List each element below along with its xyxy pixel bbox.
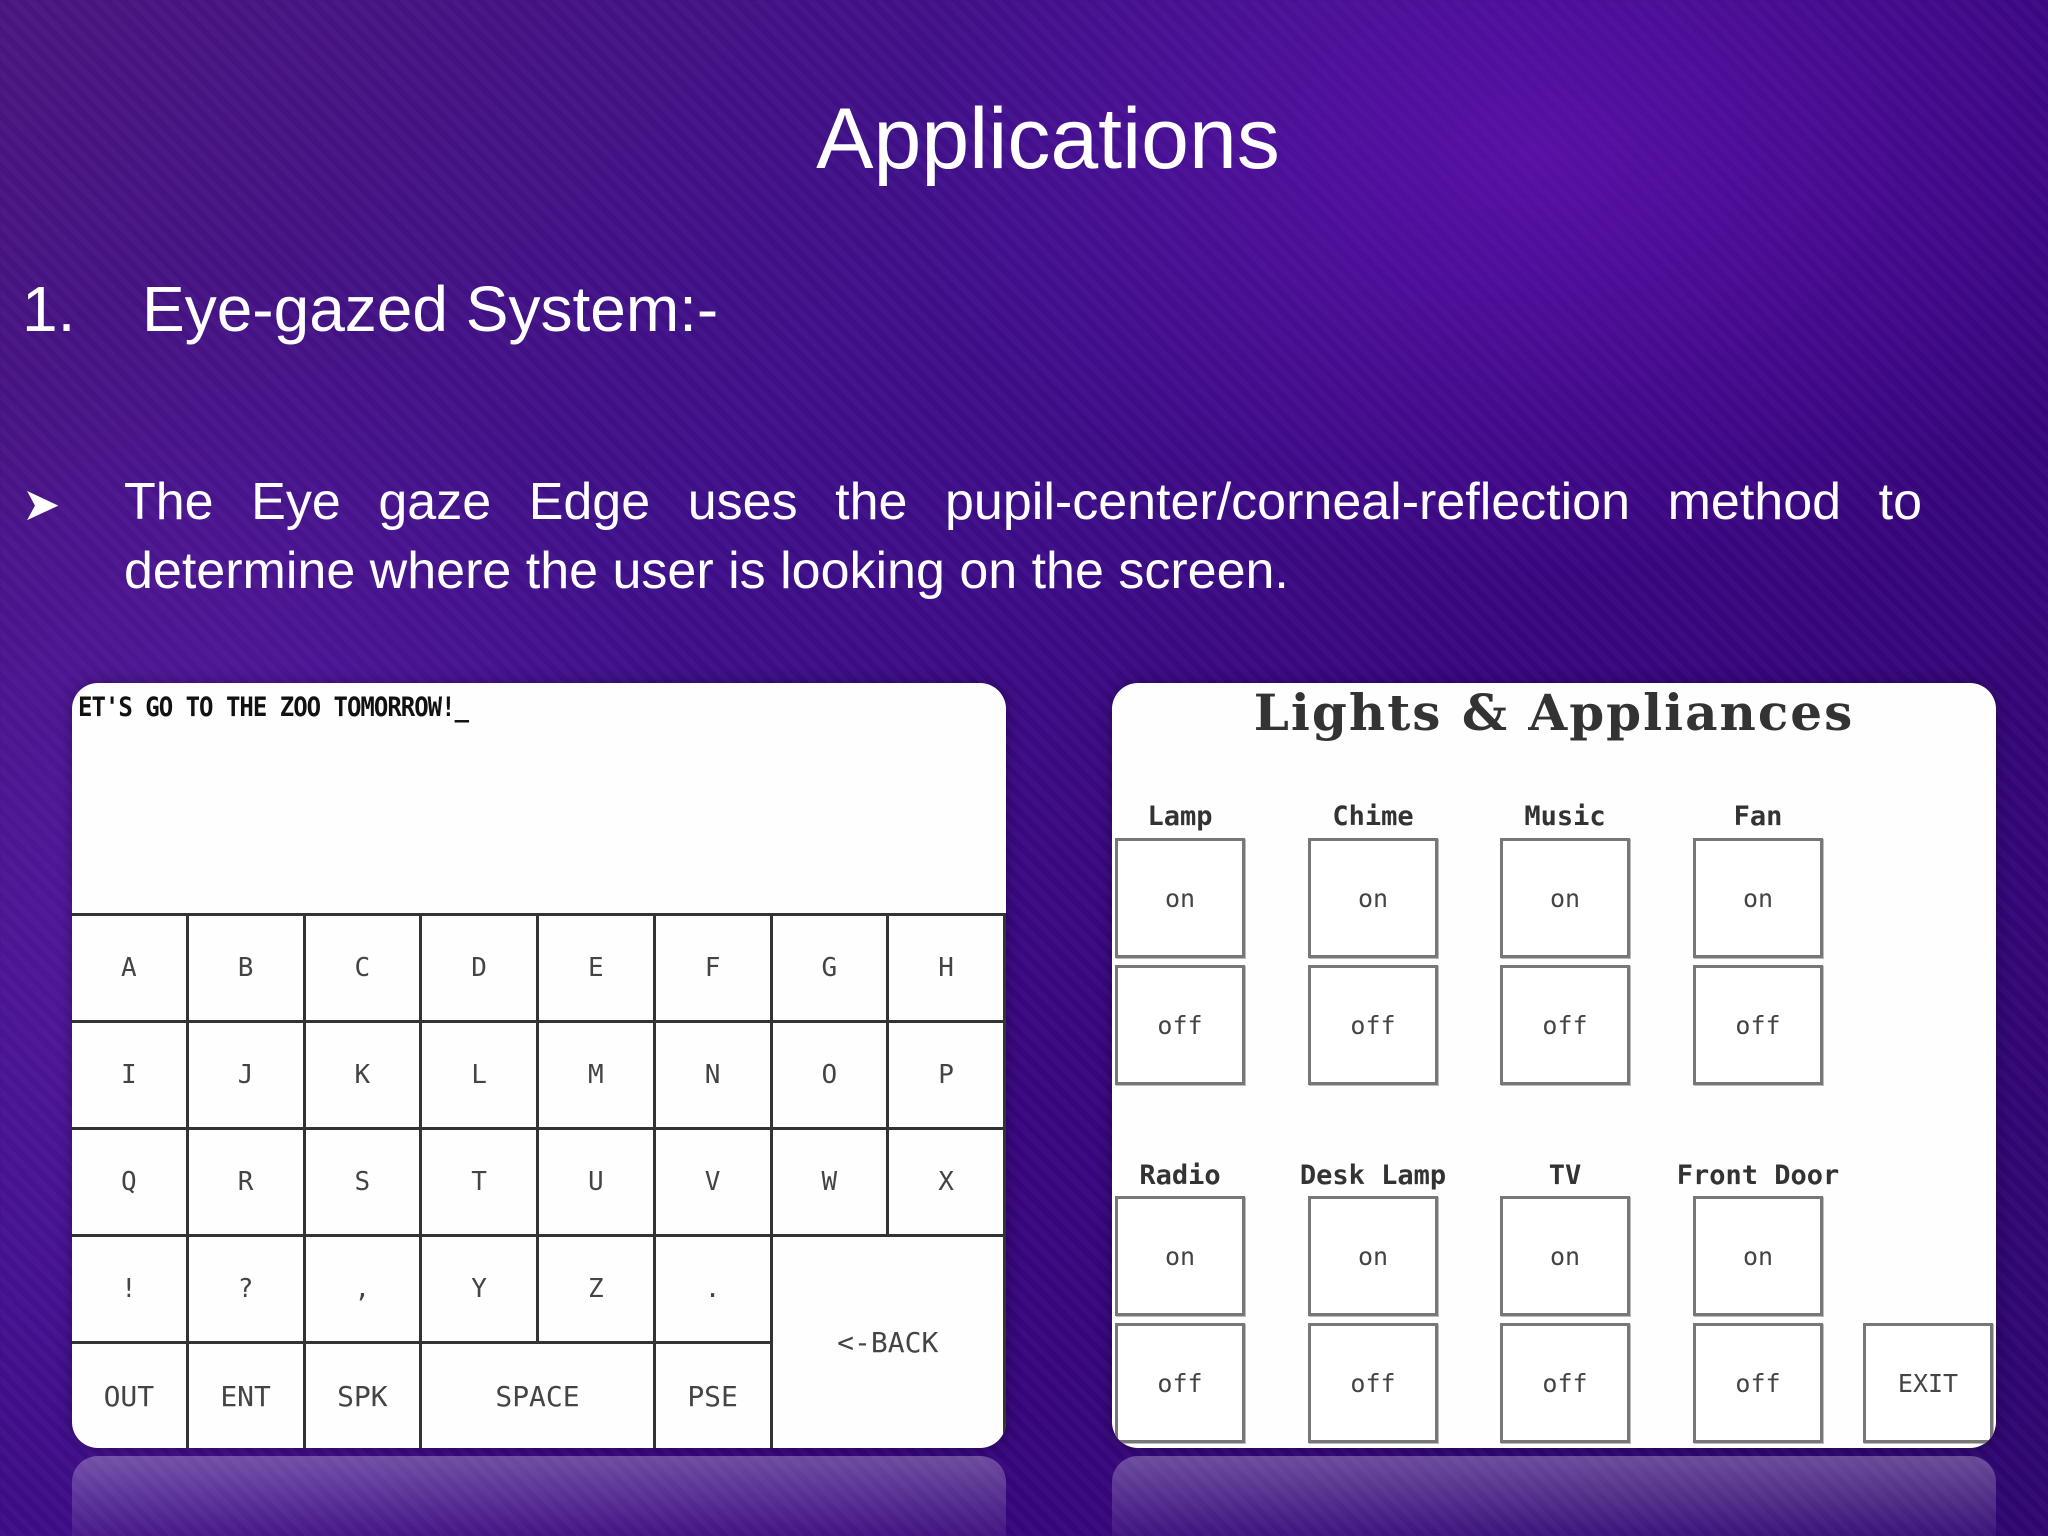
section-heading — [22, 272, 718, 346]
slide-title: Applications — [816, 91, 1280, 187]
key-28[interactable]: Z — [539, 1237, 656, 1344]
heading-number: 1. — [22, 273, 76, 345]
desk-lamp-off-button[interactable]: off — [1308, 1323, 1438, 1443]
keyboard-grid — [72, 913, 1006, 1448]
key-29[interactable]: . — [656, 1237, 773, 1344]
typed-text-display: ET'S GO TO THE ZOO TOMORROW!_ — [78, 691, 469, 723]
key-17[interactable]: R — [189, 1130, 306, 1237]
chime-off-button[interactable]: off — [1308, 965, 1438, 1085]
arrow-bullet-icon: ➤ — [22, 478, 61, 530]
lights-appliances-panel — [1112, 683, 1996, 1448]
music-off-button[interactable]: off — [1500, 965, 1630, 1085]
radio-off-button[interactable]: off — [1115, 1323, 1245, 1443]
music-on-button[interactable]: on — [1500, 838, 1630, 958]
fan-off-button[interactable]: off — [1693, 965, 1823, 1085]
key-1[interactable]: B — [189, 916, 306, 1023]
label-fan: Fan — [1733, 801, 1783, 832]
front-door-on-button[interactable]: on — [1693, 1196, 1823, 1316]
key-8[interactable]: I — [72, 1023, 189, 1130]
exit-button[interactable]: EXIT — [1863, 1323, 1993, 1443]
key-3[interactable]: D — [422, 916, 539, 1023]
key-11[interactable]: L — [422, 1023, 539, 1130]
key-13[interactable]: N — [656, 1023, 773, 1130]
key-21[interactable]: V — [656, 1130, 773, 1237]
keyboard-reflection — [72, 1456, 1006, 1536]
appliances-title: Lights & Appliances — [1253, 683, 1855, 742]
backspace-key[interactable]: <-BACK — [773, 1237, 1007, 1448]
appliances-reflection — [1112, 1456, 1996, 1536]
key-space[interactable]: SPACE — [422, 1344, 656, 1448]
key-26[interactable]: , — [306, 1237, 423, 1344]
label-chime: Chime — [1332, 801, 1414, 832]
bullet-text: The Eye gaze Edge uses the pupil-center/corneal-reflection method to determine where the user is looking on the screen. — [124, 473, 1922, 600]
label-desk-lamp: Desk Lamp — [1299, 1160, 1447, 1191]
key-4[interactable]: E — [539, 916, 656, 1023]
chime-on-button[interactable]: on — [1308, 838, 1438, 958]
key-5[interactable]: F — [656, 916, 773, 1023]
key-23[interactable]: X — [889, 1130, 1006, 1237]
key-18[interactable]: S — [306, 1130, 423, 1237]
key-22[interactable]: W — [773, 1130, 890, 1237]
key-15[interactable]: P — [889, 1023, 1006, 1130]
label-music: Music — [1524, 801, 1606, 832]
key-6[interactable]: G — [773, 916, 890, 1023]
label-tv: TV — [1548, 1160, 1582, 1191]
key-pse[interactable]: PSE — [656, 1344, 773, 1448]
key-19[interactable]: T — [422, 1130, 539, 1237]
lamp-on-button[interactable]: on — [1115, 838, 1245, 958]
key-7[interactable]: H — [889, 916, 1006, 1023]
fan-on-button[interactable]: on — [1693, 838, 1823, 958]
key-12[interactable]: M — [539, 1023, 656, 1130]
key-out[interactable]: OUT — [72, 1344, 189, 1448]
key-16[interactable]: Q — [72, 1130, 189, 1237]
lamp-off-button[interactable]: off — [1115, 965, 1245, 1085]
key-10[interactable]: K — [306, 1023, 423, 1130]
key-ent[interactable]: ENT — [189, 1344, 306, 1448]
key-2[interactable]: C — [306, 916, 423, 1023]
key-spk[interactable]: SPK — [306, 1344, 423, 1448]
key-24[interactable]: ! — [72, 1237, 189, 1344]
key-0[interactable]: A — [72, 916, 189, 1023]
label-front-door: Front Door — [1676, 1160, 1840, 1191]
key-25[interactable]: ? — [189, 1237, 306, 1344]
key-14[interactable]: O — [773, 1023, 890, 1130]
tv-off-button[interactable]: off — [1500, 1323, 1630, 1443]
heading-text: Eye-gazed System:- — [142, 273, 719, 345]
key-20[interactable]: U — [539, 1130, 656, 1237]
label-radio: Radio — [1139, 1160, 1221, 1191]
front-door-off-button[interactable]: off — [1693, 1323, 1823, 1443]
bullet-point — [22, 468, 1922, 606]
tv-on-button[interactable]: on — [1500, 1196, 1630, 1316]
key-27[interactable]: Y — [422, 1237, 539, 1344]
eye-gaze-keyboard-panel — [72, 683, 1006, 1448]
desk-lamp-on-button[interactable]: on — [1308, 1196, 1438, 1316]
label-lamp: Lamp — [1147, 801, 1213, 832]
radio-on-button[interactable]: on — [1115, 1196, 1245, 1316]
key-9[interactable]: J — [189, 1023, 306, 1130]
